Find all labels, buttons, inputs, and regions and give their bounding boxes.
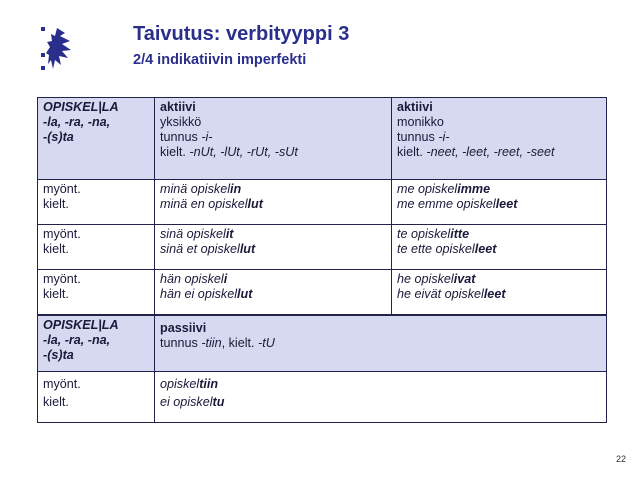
stem-cell <box>38 315 155 372</box>
form-ending: i <box>223 272 228 286</box>
form-ending: imme <box>457 182 491 196</box>
active-plural-header <box>392 98 607 180</box>
mood-labels <box>38 372 155 423</box>
singular-forms <box>155 225 392 270</box>
negative-form <box>397 287 601 302</box>
form-stem: me emme opiskel <box>397 197 496 211</box>
negative-form <box>397 197 601 212</box>
stem-endings: -la, -ra, -na, <box>43 115 111 129</box>
stem-word: OPISKEL|LA <box>43 318 119 332</box>
affirmative-label: myönt. <box>43 227 81 241</box>
singular-forms <box>155 270 392 316</box>
table-row <box>38 270 607 316</box>
page-number: 22 <box>615 454 626 464</box>
passive-header <box>155 315 607 372</box>
affirmative-form <box>160 272 386 287</box>
negative-form <box>160 287 386 302</box>
form-stem: he opiskel <box>397 272 454 286</box>
affirmative-form <box>160 227 386 242</box>
plural-forms <box>392 270 607 316</box>
negative-label: kielt. <box>397 145 427 159</box>
active-label: aktiivi <box>160 100 196 114</box>
negative-label: kielt. <box>43 197 69 211</box>
marker-line <box>160 130 386 145</box>
plural-forms <box>392 225 607 270</box>
form-ending: leet <box>495 197 518 211</box>
negative-form <box>160 242 386 257</box>
mood-labels <box>38 270 155 316</box>
marker-label: tunnus <box>160 130 202 144</box>
affirmative-label: myönt. <box>43 182 81 196</box>
form-stem: opiskel <box>160 377 200 391</box>
form-stem: minä en opiskel <box>160 197 248 211</box>
form-ending: lut <box>247 197 263 211</box>
form-stem: sinä opiskel <box>160 227 226 241</box>
marker-label: tunnus <box>160 336 202 350</box>
negative-label: kielt. <box>43 242 69 256</box>
conjugation-table <box>37 97 607 423</box>
form-stem: ei opiskel <box>160 395 213 409</box>
plural-forms <box>392 180 607 225</box>
marker-line <box>397 130 601 145</box>
form-ending: ivat <box>453 272 476 286</box>
negative-form <box>160 197 386 212</box>
mood-labels <box>38 180 155 225</box>
passive-header-row <box>38 315 607 372</box>
stem-endings-2: -(s)ta <box>43 348 74 362</box>
form-stem: he eivät opiskel <box>397 287 484 301</box>
negative-value: -nUt, -lUt, -rUt, -sUt <box>189 145 298 159</box>
form-ending: tiin <box>199 377 219 391</box>
marker-label: tunnus <box>397 130 439 144</box>
form-ending: in <box>230 182 242 196</box>
form-stem: me opiskel <box>397 182 458 196</box>
table-row <box>38 372 607 423</box>
stem-endings: -la, -ra, -na, <box>43 333 111 347</box>
mood-labels <box>38 225 155 270</box>
affirmative-form <box>397 272 601 287</box>
form-stem: sinä et opiskel <box>160 242 240 256</box>
form-stem: te opiskel <box>397 227 451 241</box>
form-ending: leet <box>474 242 497 256</box>
stem-word: OPISKEL|LA <box>43 100 119 114</box>
passive-marker-line <box>160 336 601 351</box>
marker-value: -tiin <box>201 336 222 350</box>
affirmative-form <box>160 182 386 197</box>
active-header-row <box>38 98 607 180</box>
form-ending: leet <box>483 287 506 301</box>
number-label: monikko <box>397 115 444 129</box>
stem-cell <box>38 98 155 180</box>
negative-form <box>397 242 601 257</box>
university-logo-icon <box>24 20 76 80</box>
form-stem: te ette opiskel <box>397 242 475 256</box>
active-singular-header <box>155 98 392 180</box>
negative-label: kielt. <box>160 145 190 159</box>
marker-value: -i- <box>201 130 213 144</box>
form-ending: tu <box>212 395 225 409</box>
table-row <box>38 180 607 225</box>
passive-forms <box>155 372 607 423</box>
negative-value: -neet, -leet, -reet, -seet <box>426 145 555 159</box>
marker-value: -i- <box>438 130 450 144</box>
form-ending: lut <box>237 287 253 301</box>
passive-label: passiivi <box>160 321 207 335</box>
affirmative-form <box>160 377 601 392</box>
form-ending: itte <box>450 227 470 241</box>
active-label: aktiivi <box>397 100 433 114</box>
form-ending: it <box>225 227 234 241</box>
affirmative-label: myönt. <box>43 272 81 286</box>
page-subtitle: 2/4 indikatiivin imperfekti <box>133 52 307 68</box>
negative-label: kielt. <box>43 395 69 409</box>
affirmative-form <box>397 182 601 197</box>
affirmative-form <box>397 227 601 242</box>
form-stem: hän ei opiskel <box>160 287 238 301</box>
stem-endings-2: -(s)ta <box>43 130 74 144</box>
page-title: Taivutus: verbityyppi 3 <box>133 23 350 45</box>
affirmative-label: myönt. <box>43 377 81 391</box>
negative-label: , kielt. <box>221 336 259 350</box>
singular-forms <box>155 180 392 225</box>
form-stem: hän opiskel <box>160 272 224 286</box>
negative-form <box>160 395 601 410</box>
number-label: yksikkö <box>160 115 202 129</box>
negative-label: kielt. <box>43 287 69 301</box>
negative-line <box>397 145 601 160</box>
form-ending: lut <box>239 242 256 256</box>
form-stem: minä opiskel <box>160 182 230 196</box>
negative-line <box>160 145 386 160</box>
table-row <box>38 225 607 270</box>
negative-value: -tU <box>258 336 275 350</box>
